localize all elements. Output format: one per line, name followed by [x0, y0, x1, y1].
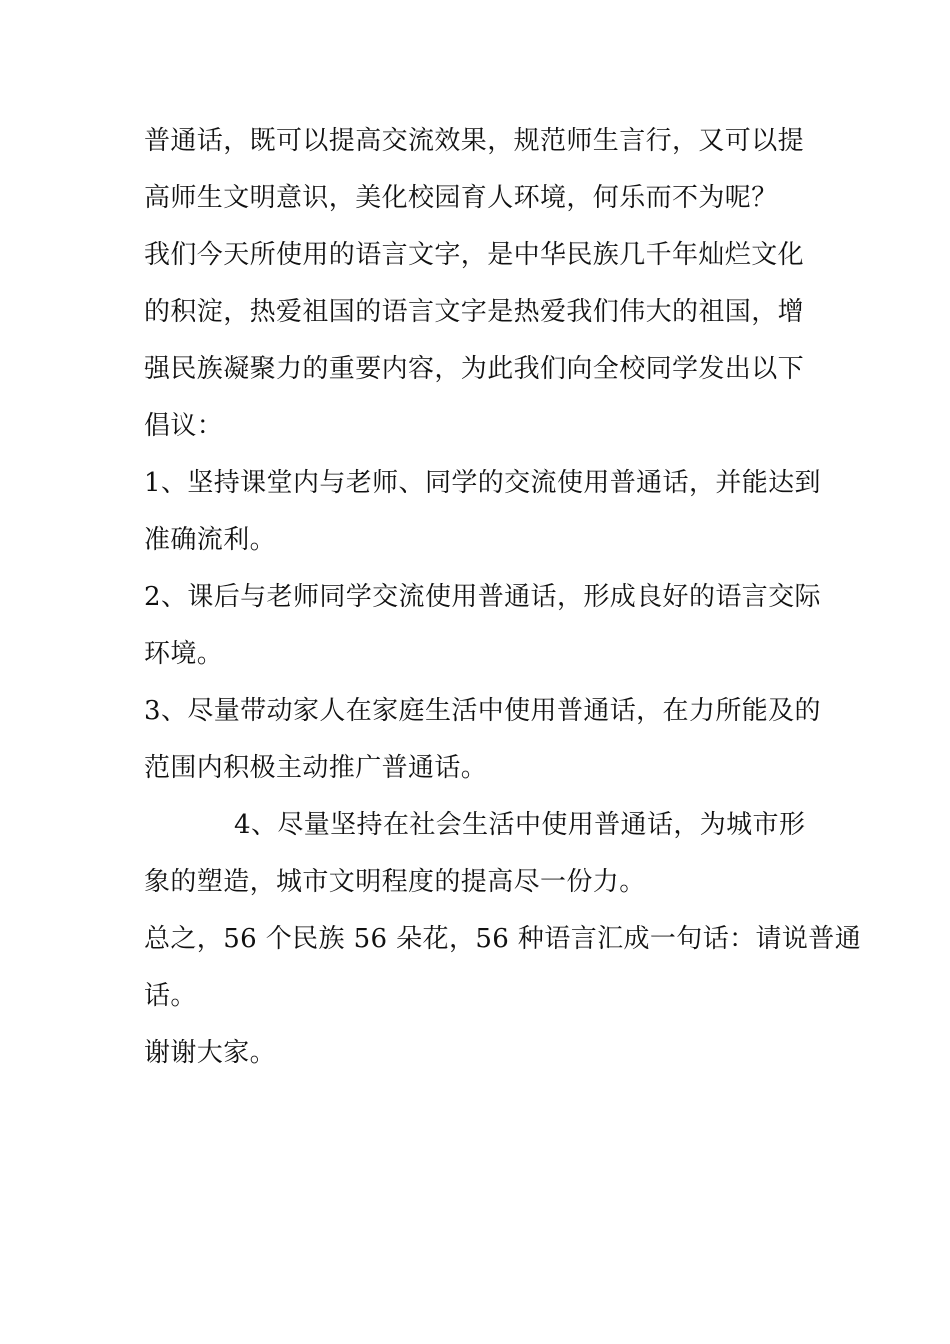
- paragraph-2-line-1: 我们今天所使用的语言文字，是中华民族几千年灿烂文化: [144, 240, 805, 270]
- paragraph-2-line-3: 强民族凝聚力的重要内容，为此我们向全校同学发出以下: [144, 354, 805, 384]
- paragraph-2-line-2: 的积淀，热爱祖国的语言文字是热爱我们伟大的祖国，增: [144, 297, 805, 327]
- item-2-line-1: 2、课后与老师同学交流使用普通话，形成良好的语言交际: [144, 582, 821, 612]
- paragraph-2-line-4: 倡议：: [144, 411, 224, 441]
- paragraph-1-line-1: 普通话，既可以提高交流效果，规范师生言行，又可以提: [144, 126, 805, 156]
- paragraph-1-line-2: 高师生文明意识，美化校园育人环境，何乐而不为呢？: [144, 183, 778, 213]
- item-4-line-2: 象的塑造，城市文明程度的提高尽一份力。: [144, 867, 646, 897]
- item-2-line-2: 环境。: [144, 639, 224, 669]
- conclusion-line-1: 总之，56 个民族 56 朵花，56 种语言汇成一句话：请说普通: [144, 924, 862, 954]
- item-1-line-1: 1、坚持课堂内与老师、同学的交流使用普通话，并能达到: [144, 468, 821, 498]
- item-3-line-2: 范围内积极主动推广普通话。: [144, 753, 488, 783]
- closing-line: 谢谢大家。: [144, 1038, 277, 1068]
- item-3-line-1: 3、尽量带动家人在家庭生活中使用普通话，在力所能及的: [144, 696, 821, 726]
- item-1-line-2: 准确流利。: [144, 525, 277, 555]
- conclusion-line-2: 话。: [144, 981, 197, 1011]
- item-4-line-1: 4、尽量坚持在社会生活中使用普通话，为城市形: [234, 810, 806, 840]
